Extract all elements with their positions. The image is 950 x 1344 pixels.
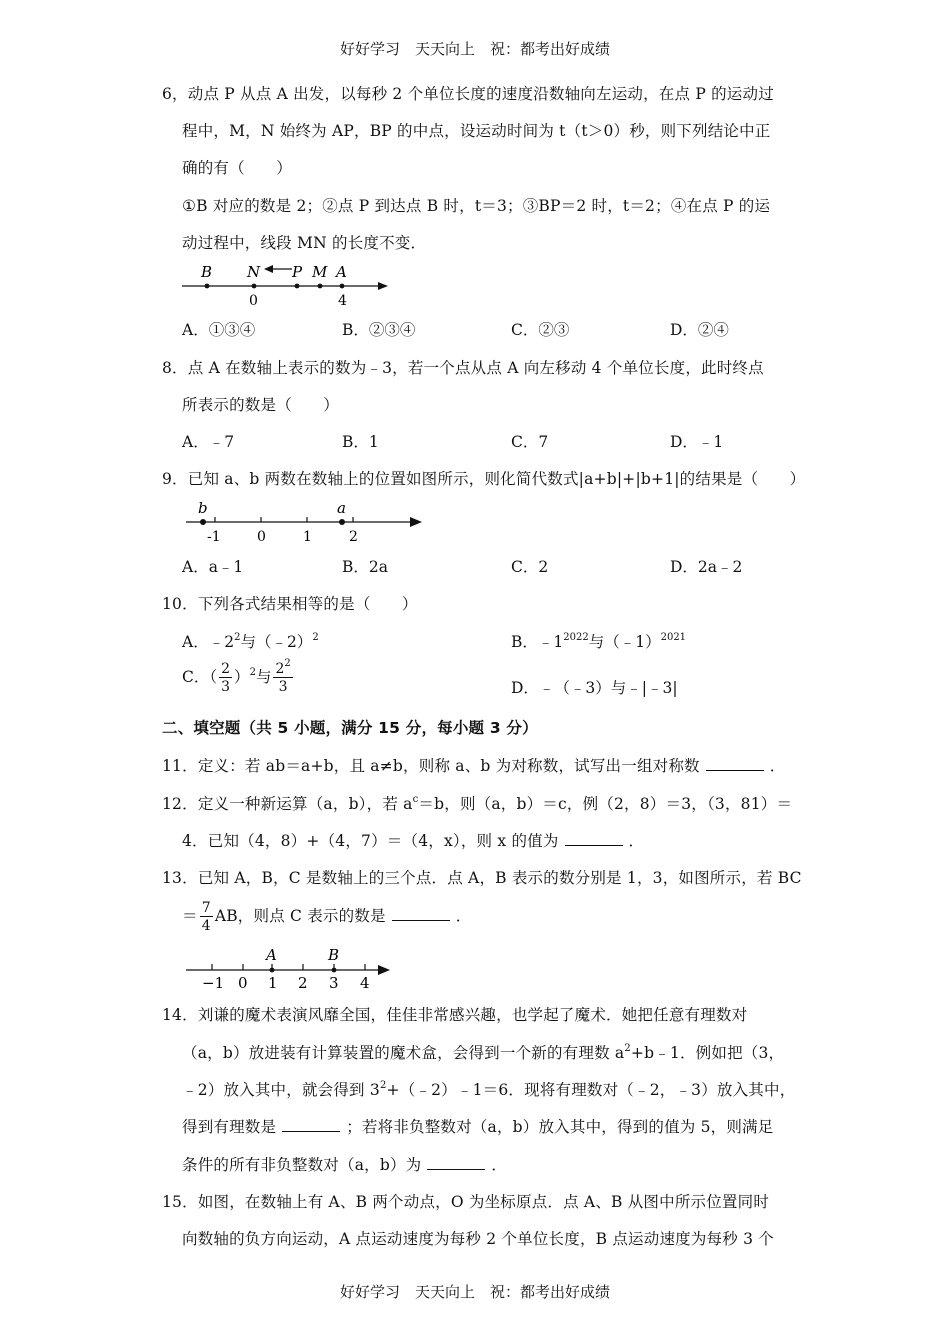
q6-line2: 程中，M，N 始终为 AP，BP 的中点，设运动时间为 t（t＞0）秒，则下列结论中正 — [182, 122, 771, 140]
q14-line2: （a，b）放进装有计算装置的魔术盒，会得到一个新的有理数 $a^2+b﹣1$．例如把（3， — [182, 1043, 785, 1062]
section-2-title: 二、填空题（共 5 小题，满分 15 分，每小题 3 分） — [162, 719, 538, 737]
q8-option-d[interactable]: D．﹣1 — [670, 433, 724, 451]
q14-answer-blank-1[interactable] — [282, 1119, 340, 1132]
q13-point-b — [332, 968, 337, 973]
q10-option-b[interactable] — [511, 630, 686, 652]
q13-tick-m1: −1 — [202, 974, 225, 992]
q12-line2: 4．已知（4，8）+（4，7）＝（4，x），则 x 的值为 ． — [182, 832, 645, 850]
page-header: 好好学习 天天向上 祝：都考出好成绩 — [339, 40, 610, 58]
q6-label-m: M — [312, 263, 328, 281]
q11-answer-blank[interactable] — [706, 758, 764, 771]
q13-label-a: A — [266, 946, 277, 964]
q10-a-prefix: A．﹣2 — [182, 633, 235, 651]
q6-point-p — [295, 284, 300, 289]
q10-c-prefix: C．（ — [182, 668, 218, 686]
q13-tick-3: 3 — [329, 974, 339, 992]
q13-tick-1: 1 — [268, 974, 278, 992]
q13-tick-2: 2 — [298, 974, 308, 992]
q15-line1: 15．如图，在数轴上有 A、B 两个动点，O 为坐标原点．点 A、B 从图中所示位置同时 — [162, 1193, 770, 1211]
q14-line5: 条件的所有非负整数对（a，b）为 ． — [182, 1156, 508, 1174]
q13-point-a — [270, 968, 275, 973]
q13-number-line-figure — [180, 944, 400, 992]
q9-axis-arrow — [410, 517, 422, 527]
q9-line1: 9．已知 a、b 两数在数轴上的位置如图所示，则化简代数式|a+b|+|b+1|的结果是（ ） — [162, 470, 806, 488]
q6-point-a — [340, 284, 345, 289]
q10-b-exp2: 2021 — [660, 632, 687, 643]
q15-line2: 向数轴的负方向运动，A 点运动速度为每秒 2 个单位长度，B 点运动速度为每秒 3 个 — [182, 1230, 774, 1248]
q12-line1: 12．定义一种新运算（a，b），若 $a^c=b$，则（a，b）＝c，例（2，8）＝3，（3，81）＝ — [162, 794, 793, 813]
q9-tick-1: 1 — [303, 529, 312, 544]
q9-tick-0: 0 — [257, 529, 266, 544]
q6-tick-4: 4 — [338, 293, 347, 308]
q13-line2: ＝ $\frac{7}{4}$ AB，则点 C 表示的数是 ． — [182, 900, 472, 934]
q10-a-mid: 与（﹣2） — [240, 633, 313, 651]
q6-label-p: P — [292, 263, 303, 281]
q10-b-prefix: B．﹣1 — [511, 633, 564, 651]
q10-c-close: ） — [234, 668, 250, 686]
q13-tick-0: 0 — [238, 974, 248, 992]
q9-label-a: a — [337, 499, 346, 517]
q9-point-a — [339, 519, 345, 525]
q14-answer-blank-2[interactable] — [427, 1157, 485, 1170]
q6-option-c[interactable]: C．②③ — [511, 321, 570, 339]
q6-option-b[interactable]: B．②③④ — [342, 321, 416, 339]
q9-option-c[interactable]: C．2 — [511, 558, 549, 576]
q9-tick-m1: -1 — [207, 529, 221, 544]
q14-line1: 14．刘谦的魔术表演风靡全国，佳佳非常感兴趣，也学起了魔术．她把任意有理数对 — [162, 1006, 748, 1024]
q9-option-b[interactable]: B．2a — [342, 558, 388, 576]
q13-answer-blank[interactable] — [392, 908, 450, 921]
q10-b-mid: 与（﹣1） — [588, 633, 661, 651]
q10-line1: 10．下列各式结果相等的是（ ） — [162, 595, 418, 613]
q6-option-d[interactable]: D．②④ — [670, 321, 729, 339]
q14-line4: 得到有理数是 ；若将非负整数对（a，b）放入其中，得到的值为 5，则满足 — [182, 1118, 774, 1136]
q8-line1: 8．点 A 在数轴上表示的数为﹣3，若一个点从点 A 向左移动 4 个单位长度，此时终点 — [162, 359, 764, 377]
q6-label-n: N — [247, 263, 261, 281]
q10-c-frac1: $\frac{2}{3}$ — [221, 661, 231, 695]
q8-line2: 所表示的数是（ ） — [182, 396, 340, 414]
q9-option-a[interactable]: A．a﹣1 — [182, 558, 244, 576]
q6-label-b: B — [201, 263, 213, 281]
q6-line4: ①B 对应的数是 2；②点 P 到达点 B 时，t＝3；③BP＝2 时，t＝2；④在点 P 的运 — [182, 197, 771, 215]
q10-option-d[interactable]: D．﹣（﹣3）与﹣|﹣3| — [511, 679, 678, 697]
q8-option-b[interactable]: B．1 — [342, 433, 379, 451]
q10-c-exp1: 2 — [249, 667, 256, 678]
q8-option-c[interactable]: C．7 — [511, 433, 549, 451]
q9-point-b — [200, 519, 206, 525]
q10-b-exp1: 2022 — [563, 632, 589, 643]
q9-tick-2: 2 — [349, 529, 358, 544]
q11-line: 11．定义：若 ab＝a+b，且 a≠b，则称 a、b 为对称数，试写出一组对称数 ． — [162, 757, 786, 775]
q6-line3: 确的有（ ） — [182, 159, 292, 177]
q6-number-line-figure — [176, 262, 396, 308]
q13-label-b: B — [328, 946, 340, 964]
q6-point-b — [205, 284, 210, 289]
q12-answer-blank[interactable] — [565, 833, 623, 846]
q10-option-a[interactable] — [182, 630, 319, 652]
page-footer: 好好学习 天天向上 祝：都考出好成绩 — [339, 1283, 610, 1301]
q13-fraction: $\frac{7}{4}$ — [201, 900, 211, 934]
q13-tick-4: 4 — [360, 974, 370, 992]
q6-axis-arrow — [378, 282, 388, 290]
q8-option-a[interactable]: A．﹣7 — [182, 433, 235, 451]
q6-point-m — [318, 284, 323, 289]
q10-a-exp2: 2 — [312, 632, 319, 643]
q10-a-exp1: 2 — [234, 632, 241, 643]
q14-line3: ﹣2）放入其中，就会得到 $3^2+(﹣2)﹣1=6$．现将有理数对（﹣2，﹣3）放入其中， — [182, 1080, 796, 1099]
q6-label-a: A — [336, 263, 347, 281]
q9-label-b: b — [198, 499, 208, 517]
q10-option-c[interactable] — [182, 658, 295, 695]
q6-point-n — [252, 284, 257, 289]
q6-option-a[interactable]: A．①③④ — [182, 321, 256, 339]
q13-line1: 13．已知 A，B，C 是数轴上的三个点．点 A，B 表示的数分别是 1，3，如图所示，若 BC — [162, 869, 802, 887]
q6-motion-arrow-head — [264, 265, 273, 273]
q6-tick-0: 0 — [249, 293, 258, 308]
q13-axis-arrow — [378, 965, 390, 975]
q10-c-frac2: $\frac{2^2}{3}$ — [275, 658, 291, 695]
q10-c-mid: 与 — [255, 668, 272, 686]
q9-number-line-figure — [180, 498, 430, 544]
q6-line1: 6，动点 P 从点 A 出发，以每秒 2 个单位长度的速度沿数轴向左运动，在点 P 的运动过 — [162, 85, 774, 103]
q6-line5: 动过程中，线段 MN 的长度不变． — [182, 234, 427, 252]
q9-option-d[interactable]: D．2a﹣2 — [670, 558, 743, 576]
